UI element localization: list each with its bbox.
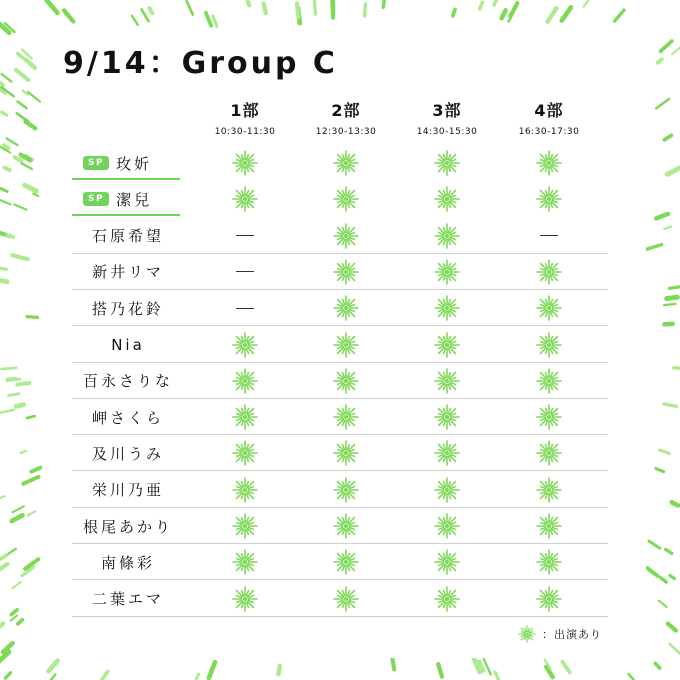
burst-stroke — [278, 666, 280, 674]
column-header — [291, 101, 401, 139]
burst-stroke — [453, 10, 455, 16]
burst-stroke — [187, 1, 193, 14]
green-burst-icon — [333, 477, 359, 503]
schedule-cell — [519, 581, 579, 617]
green-burst-icon — [333, 549, 359, 575]
green-burst-icon — [333, 332, 359, 358]
green-burst-icon — [333, 440, 359, 466]
schedule-cell — [215, 544, 275, 580]
burst-stroke — [206, 13, 211, 26]
burst-stroke — [667, 167, 680, 174]
performer-name-text: 潔兒 — [116, 190, 153, 209]
schedule-cell — [316, 581, 376, 617]
burst-stroke — [47, 0, 58, 13]
performer-name — [72, 218, 184, 254]
burst-stroke — [26, 122, 36, 129]
green-burst-icon — [434, 259, 460, 285]
green-burst-icon — [434, 368, 460, 394]
schedule-cell — [316, 508, 376, 544]
burst-stroke — [7, 379, 20, 381]
schedule-cell — [519, 290, 579, 326]
schedule-cell — [316, 218, 376, 254]
burst-stroke — [502, 10, 506, 18]
schedule-cell — [215, 181, 275, 217]
performer-name — [72, 181, 180, 217]
schedule-cell — [215, 290, 275, 326]
burst-stroke — [0, 564, 8, 573]
performer-name-text: 二葉エマ — [91, 590, 164, 609]
green-burst-icon — [232, 404, 258, 430]
burst-stroke — [209, 662, 215, 678]
green-burst-icon — [434, 404, 460, 430]
green-burst-icon — [536, 332, 562, 358]
burst-stroke — [615, 10, 624, 21]
performer-name-text: 玫妡 — [116, 154, 153, 173]
green-burst-icon — [333, 259, 359, 285]
burst-stroke — [26, 59, 35, 67]
green-burst-icon — [333, 586, 359, 612]
burst-stroke — [584, 0, 591, 7]
burst-stroke — [27, 416, 34, 418]
burst-stroke — [0, 187, 7, 192]
schedule-cell — [519, 218, 579, 254]
burst-stroke — [484, 659, 491, 674]
performer-name — [72, 145, 180, 181]
burst-stroke — [51, 675, 56, 680]
burst-stroke — [14, 205, 26, 210]
absent-dash — [236, 235, 254, 236]
burst-stroke — [647, 568, 658, 576]
column-time: 12:30-13:30 — [315, 127, 377, 137]
burst-stroke — [2, 368, 17, 369]
burst-stroke — [5, 673, 10, 678]
burst-stroke — [0, 199, 11, 204]
burst-stroke — [655, 664, 659, 669]
performer-name-text: Nia — [111, 335, 145, 354]
column-time: 14:30-15:30 — [416, 127, 478, 137]
burst-stroke — [674, 368, 680, 369]
table-row — [72, 544, 608, 580]
burst-stroke — [629, 674, 637, 680]
schedule-cell — [215, 435, 275, 471]
burst-stroke — [9, 394, 19, 396]
table-row — [72, 472, 608, 508]
burst-stroke — [2, 112, 7, 115]
burst-stroke — [197, 674, 199, 679]
schedule-cell — [316, 327, 376, 363]
schedule-cell — [316, 472, 376, 508]
burst-stroke — [0, 623, 3, 628]
green-burst-icon — [232, 586, 258, 612]
performer-name-text: 石原希望 — [91, 227, 164, 246]
burst-stroke — [7, 139, 18, 146]
table-row — [72, 327, 608, 363]
schedule-cell — [316, 435, 376, 471]
green-burst-icon — [518, 625, 536, 643]
column-part: 2部 — [331, 101, 361, 120]
burst-stroke — [661, 41, 672, 51]
schedule-cell — [215, 327, 275, 363]
table-row — [72, 218, 608, 254]
burst-stroke — [4, 145, 9, 148]
schedule-cell — [417, 363, 477, 399]
column-header — [392, 101, 502, 139]
green-burst-icon — [536, 586, 562, 612]
burst-stroke — [365, 4, 366, 16]
column-header — [494, 101, 604, 139]
schedule-cell — [519, 254, 579, 290]
legend-label: ：出演あり — [542, 628, 602, 641]
sp-underline — [72, 214, 180, 216]
schedule-cell — [417, 399, 477, 435]
schedule-cell — [519, 145, 579, 181]
burst-stroke — [7, 235, 13, 237]
green-burst-icon — [232, 368, 258, 394]
column-time: 16:30-17:30 — [518, 127, 580, 137]
column-part: 3部 — [432, 101, 462, 120]
green-burst-icon — [536, 549, 562, 575]
schedule-cell — [215, 399, 275, 435]
schedule-cell — [316, 254, 376, 290]
burst-stroke — [672, 48, 680, 55]
burst-stroke — [0, 81, 3, 85]
column-part: 4部 — [534, 101, 564, 120]
green-burst-icon — [232, 150, 258, 176]
burst-stroke — [17, 383, 29, 385]
green-burst-icon — [536, 477, 562, 503]
table-row — [72, 181, 608, 217]
burst-stroke — [31, 468, 40, 472]
burst-stroke — [670, 644, 680, 654]
green-burst-icon — [536, 440, 562, 466]
performer-name-text: 新井リマ — [92, 263, 164, 282]
schedule-cell — [519, 435, 579, 471]
schedule-cell — [417, 327, 477, 363]
schedule-cell — [417, 145, 477, 181]
green-burst-icon — [232, 186, 258, 212]
green-burst-icon — [232, 332, 258, 358]
schedule-cell — [417, 435, 477, 471]
green-burst-icon — [333, 223, 359, 249]
burst-stroke — [2, 74, 12, 82]
burst-stroke — [392, 659, 394, 670]
burst-stroke — [18, 54, 23, 58]
schedule-cell — [316, 544, 376, 580]
schedule-cell — [519, 327, 579, 363]
sp-badge: SP — [83, 156, 109, 170]
performer-name — [72, 472, 184, 508]
burst-stroke — [33, 194, 38, 196]
schedule-cell — [519, 544, 579, 580]
burst-stroke — [664, 404, 676, 406]
burst-stroke — [659, 601, 667, 607]
burst-stroke — [668, 624, 676, 631]
schedule-cell — [417, 218, 477, 254]
green-burst-icon — [434, 295, 460, 321]
burst-stroke — [494, 0, 499, 5]
green-burst-icon — [536, 513, 562, 539]
burst-stroke — [1, 281, 7, 282]
green-burst-icon — [536, 295, 562, 321]
burst-stroke — [649, 541, 660, 548]
burst-stroke — [664, 227, 671, 229]
burst-stroke — [0, 496, 5, 500]
burst-stroke — [132, 16, 138, 25]
table-row — [72, 254, 608, 290]
burst-stroke — [666, 549, 672, 553]
green-burst-icon — [232, 513, 258, 539]
schedule-cell — [215, 254, 275, 290]
burst-stroke — [12, 255, 27, 259]
burst-stroke — [562, 662, 569, 673]
burst-stroke — [672, 502, 678, 505]
performer-name-text: 搭乃花鈴 — [91, 299, 164, 318]
legend — [518, 624, 602, 644]
burst-stroke — [0, 410, 15, 413]
burst-stroke — [495, 672, 502, 680]
burst-stroke — [664, 304, 676, 305]
performer-name — [72, 544, 184, 580]
burst-stroke — [0, 267, 6, 269]
burst-stroke — [23, 91, 28, 95]
schedule-cell — [519, 399, 579, 435]
burst-stroke — [314, 0, 315, 14]
burst-stroke — [670, 576, 674, 579]
green-burst-icon — [333, 368, 359, 394]
schedule-cell — [417, 508, 477, 544]
performer-name — [72, 508, 184, 544]
absent-dash — [540, 235, 558, 236]
burst-stroke — [100, 671, 108, 680]
performer-name-text: 根尾あかり — [82, 517, 173, 536]
burst-stroke — [23, 477, 38, 484]
burst-stroke — [667, 297, 678, 298]
burst-stroke — [658, 59, 662, 62]
burst-stroke — [18, 102, 27, 109]
green-burst-icon — [232, 477, 258, 503]
burst-stroke — [297, 3, 299, 17]
burst-stroke — [12, 506, 24, 512]
schedule-cell — [417, 472, 477, 508]
schedule-cell — [316, 290, 376, 326]
burst-stroke — [21, 451, 26, 453]
green-burst-icon — [434, 513, 460, 539]
green-burst-icon — [232, 549, 258, 575]
green-burst-icon — [434, 586, 460, 612]
schedule-cell — [417, 544, 477, 580]
green-burst-icon — [536, 186, 562, 212]
green-burst-icon — [333, 513, 359, 539]
schedule-cell — [417, 290, 477, 326]
burst-stroke — [562, 7, 571, 20]
burst-stroke — [16, 405, 24, 407]
green-burst-icon — [333, 295, 359, 321]
schedule-cell — [215, 472, 275, 508]
green-burst-icon — [434, 440, 460, 466]
burst-stroke — [264, 4, 266, 14]
burst-stroke — [142, 9, 149, 21]
absent-dash — [236, 308, 254, 309]
green-burst-icon — [536, 259, 562, 285]
table-row — [72, 290, 608, 326]
burst-stroke — [16, 70, 28, 80]
burst-stroke — [15, 157, 22, 161]
burst-stroke — [213, 16, 217, 26]
performer-name — [72, 435, 184, 471]
table-row — [72, 145, 608, 181]
schedule-cell — [417, 581, 477, 617]
column-part: 1部 — [230, 101, 260, 120]
burst-stroke — [246, 0, 249, 5]
performer-name — [72, 363, 184, 399]
burst-stroke — [18, 620, 23, 624]
performer-name — [72, 581, 184, 617]
green-burst-icon — [536, 368, 562, 394]
burst-stroke — [438, 664, 442, 676]
burst-stroke — [149, 8, 152, 13]
green-burst-icon — [536, 404, 562, 430]
sp-badge: SP — [83, 192, 109, 206]
schedule-cell — [316, 145, 376, 181]
performer-name — [72, 327, 184, 363]
burst-stroke — [656, 214, 668, 219]
performer-name-text: 南條彩 — [100, 553, 155, 572]
performer-name-text: 栄川乃亜 — [91, 481, 164, 500]
green-burst-icon — [434, 186, 460, 212]
burst-stroke — [480, 2, 483, 9]
table-row — [72, 363, 608, 399]
table-row — [72, 581, 608, 617]
green-burst-icon — [434, 549, 460, 575]
schedule-cell — [316, 363, 376, 399]
burst-stroke — [510, 3, 517, 16]
column-time: 10:30-11:30 — [214, 127, 276, 137]
sp-underline — [72, 178, 180, 180]
green-burst-icon — [434, 150, 460, 176]
absent-dash — [236, 271, 254, 272]
schedule-cell — [417, 181, 477, 217]
schedule-cell — [417, 254, 477, 290]
burst-stroke — [49, 661, 58, 671]
burst-stroke — [11, 616, 17, 621]
burst-stroke — [22, 163, 32, 169]
burst-stroke — [665, 135, 672, 139]
performer-name-text: 百永さりな — [82, 372, 173, 391]
burst-stroke — [0, 555, 6, 559]
schedule-cell — [519, 508, 579, 544]
burst-stroke — [25, 185, 37, 191]
performer-name — [72, 254, 184, 290]
green-burst-icon — [232, 440, 258, 466]
schedule-cell — [519, 472, 579, 508]
schedule-cell — [215, 508, 275, 544]
performer-name — [72, 399, 184, 435]
green-burst-icon — [333, 404, 359, 430]
burst-stroke — [12, 610, 18, 615]
burst-stroke — [383, 0, 384, 7]
green-burst-icon — [333, 150, 359, 176]
burst-stroke — [12, 582, 21, 589]
burst-stroke — [660, 450, 670, 453]
burst-stroke — [656, 469, 664, 472]
burst-stroke — [28, 511, 36, 515]
schedule-cell — [215, 145, 275, 181]
schedule-cell — [519, 181, 579, 217]
burst-stroke — [12, 515, 23, 521]
green-burst-icon — [333, 186, 359, 212]
burst-stroke — [656, 99, 669, 109]
burst-stroke — [28, 92, 40, 102]
burst-stroke — [64, 10, 73, 21]
green-burst-icon — [536, 150, 562, 176]
table-row — [72, 399, 608, 435]
green-burst-icon — [434, 332, 460, 358]
schedule-cell — [316, 399, 376, 435]
green-burst-icon — [434, 223, 460, 249]
schedule-cell — [215, 581, 275, 617]
performer-name-text: 及川うみ — [91, 444, 164, 463]
table-row — [72, 435, 608, 471]
page-title: 9/14：Group C — [63, 46, 338, 81]
schedule-cell — [519, 363, 579, 399]
burst-stroke — [5, 168, 10, 171]
schedule-cell — [215, 363, 275, 399]
burst-stroke — [660, 578, 666, 582]
schedule-cell — [316, 181, 376, 217]
burst-stroke — [646, 245, 661, 250]
performer-name-text: 岬さくら — [91, 408, 164, 427]
burst-stroke — [669, 286, 680, 288]
column-header — [190, 101, 300, 139]
burst-stroke — [27, 317, 37, 318]
performer-name — [72, 290, 184, 326]
green-burst-icon — [434, 477, 460, 503]
schedule-cell — [215, 218, 275, 254]
table-row — [72, 508, 608, 544]
burst-stroke — [548, 8, 557, 22]
